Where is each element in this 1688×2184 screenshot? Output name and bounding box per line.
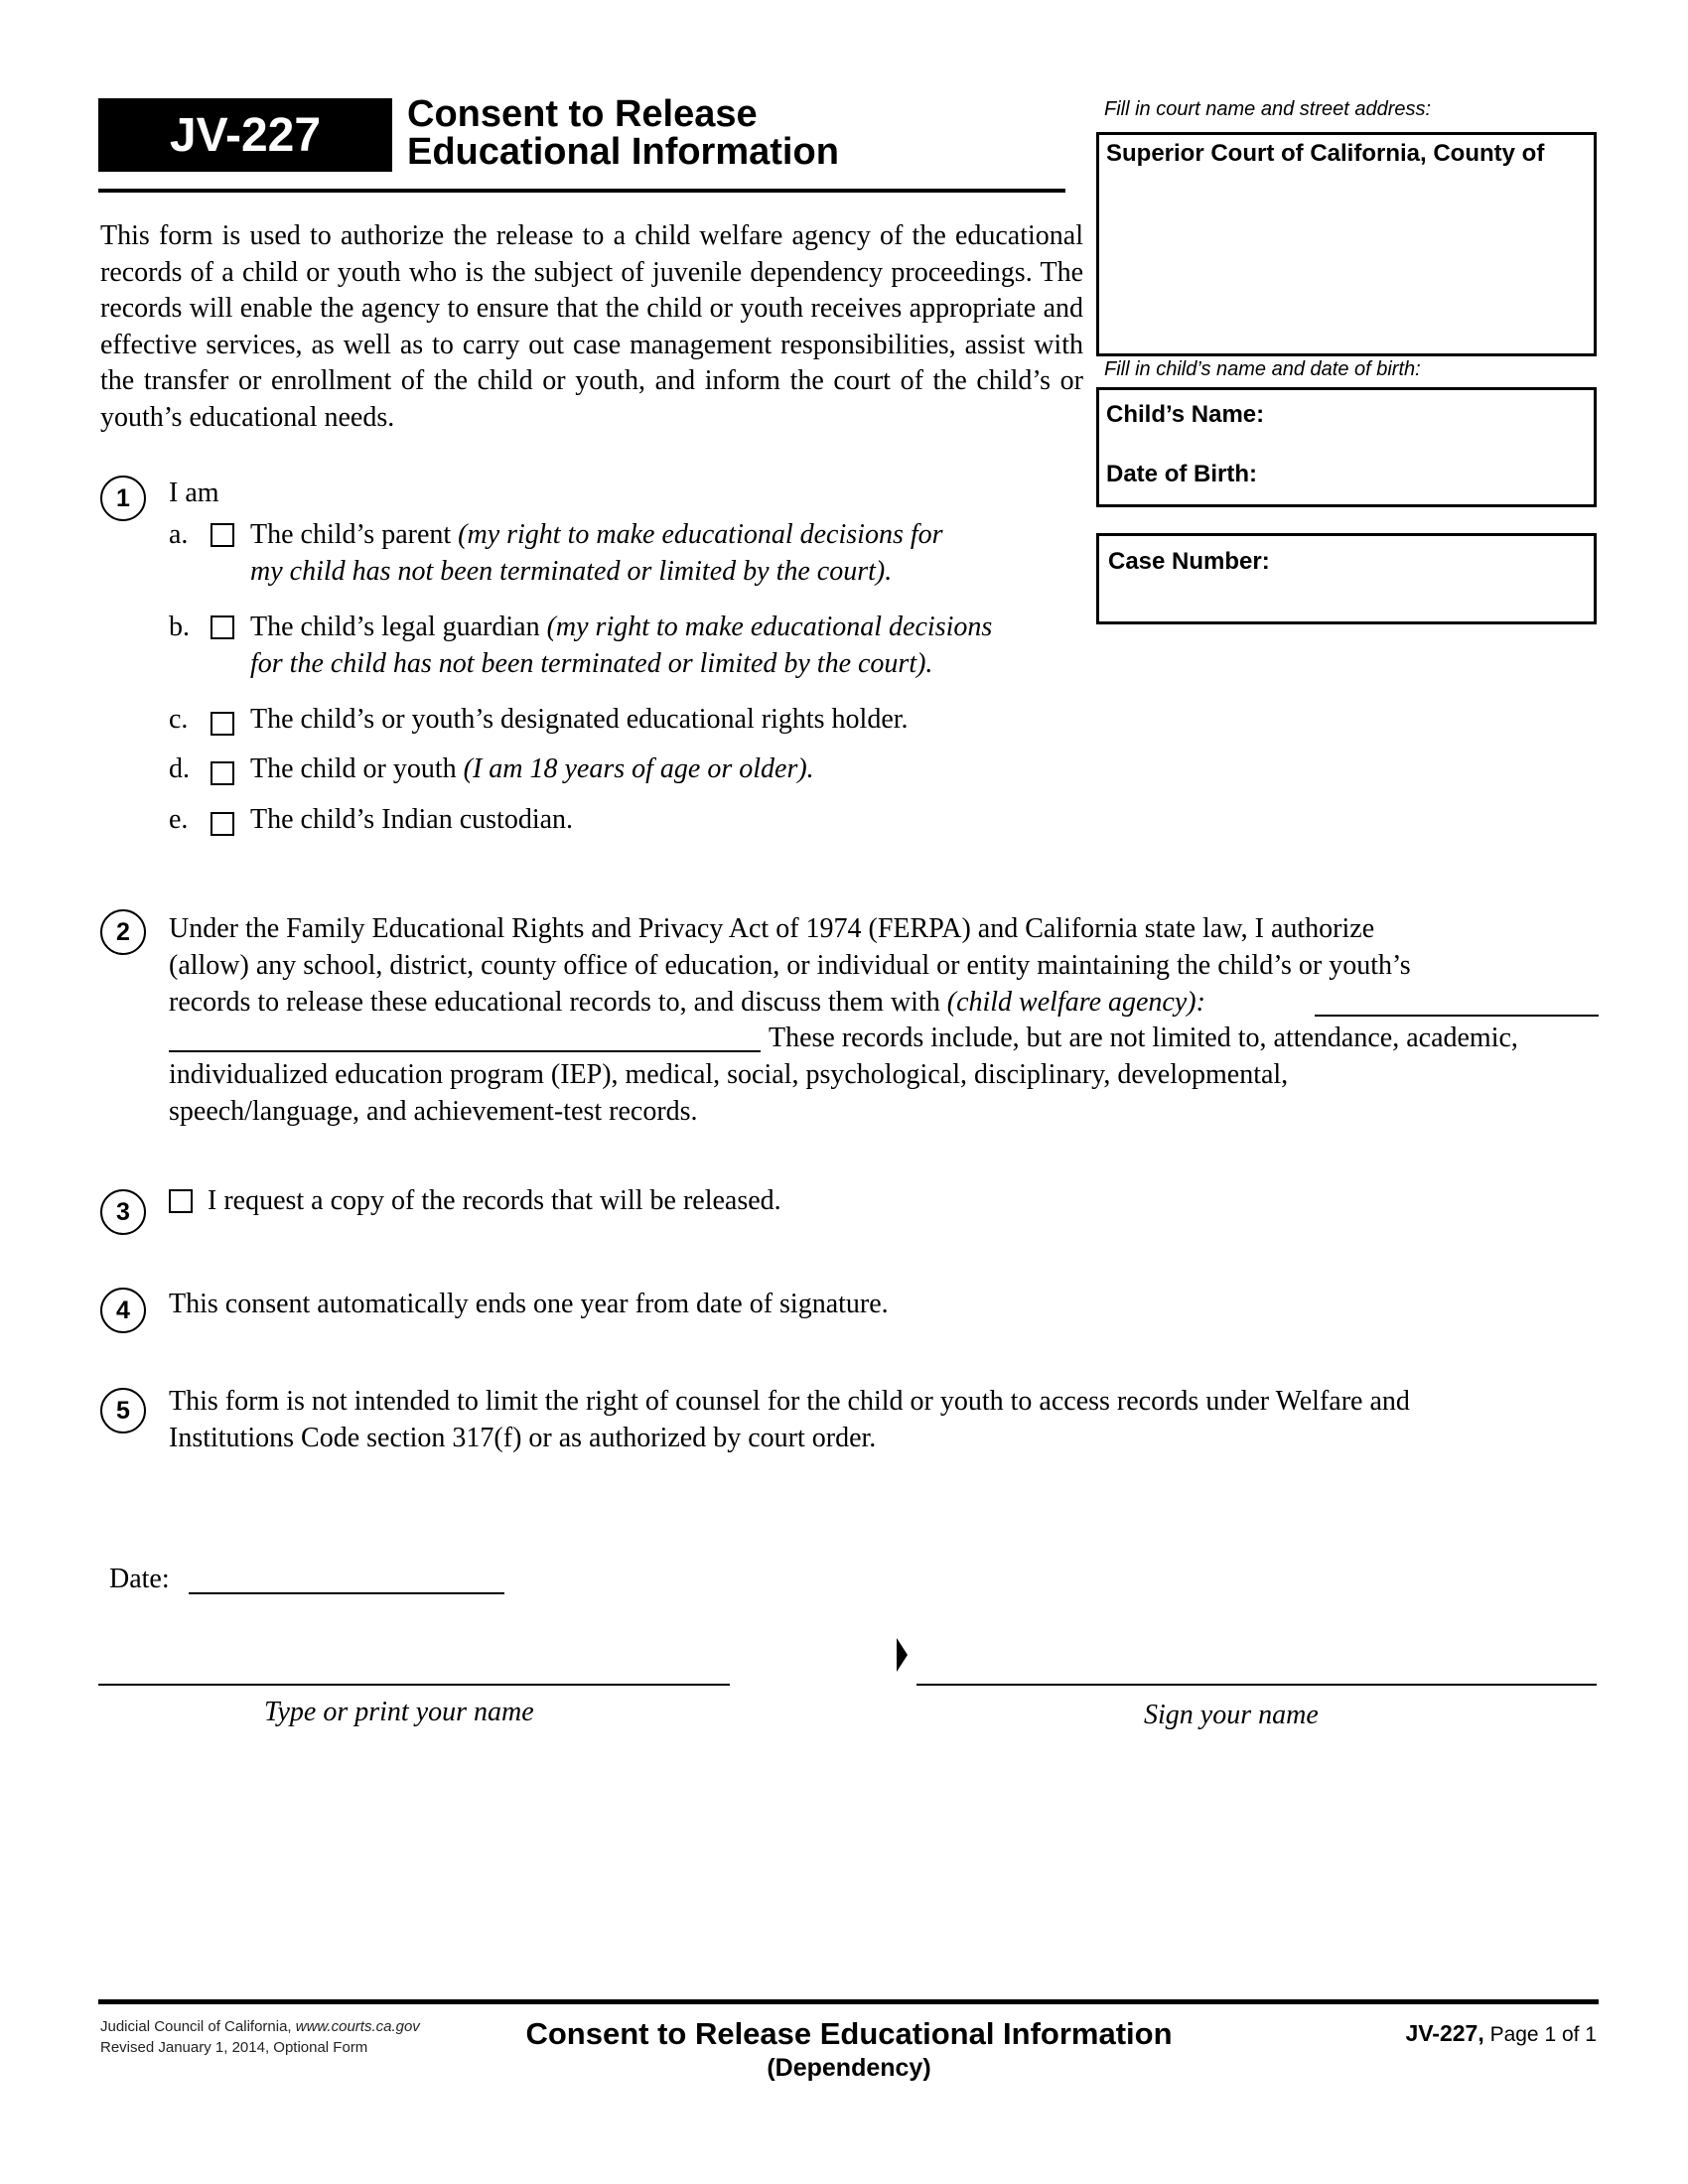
item-1-badge <box>100 476 146 521</box>
date-input-line[interactable] <box>189 1592 504 1594</box>
item-4-text: This consent automatically ends one year from date of signature. <box>169 1289 889 1319</box>
option-letter: b. <box>169 612 190 642</box>
item-3-badge <box>100 1189 146 1235</box>
item-2-badge <box>100 909 146 955</box>
option-letter: a. <box>169 519 189 550</box>
item-1-number: 1 <box>116 483 130 512</box>
header-rule <box>98 189 1065 193</box>
agency-label: (child welfare agency): <box>946 987 1205 1018</box>
footer-title: Consent to Release Educational Information <box>525 2016 1173 2051</box>
agency-input-line-2[interactable] <box>169 1050 761 1052</box>
form-number-banner <box>98 98 392 172</box>
parent-checkbox[interactable] <box>211 523 234 547</box>
option-note-cont: my child has not been terminated or limited by the court). <box>250 556 893 587</box>
option-guardian <box>169 609 1082 688</box>
footer-page-number: Page 1 of 1 <box>1483 2023 1597 2046</box>
item-2-line2: (allow) any school, district, county office of education, or individual or entity maintaining the child’s or youth’s <box>169 950 1411 981</box>
form-number: JV-227 <box>169 108 322 162</box>
item-5-line2: Institutions Code section 317(f) or as authorized by court order. <box>169 1423 877 1453</box>
option-text: The child’s legal guardian <box>250 612 547 642</box>
item-4-number: 4 <box>116 1296 130 1324</box>
court-name-label: Superior Court of California, County of <box>1106 140 1545 167</box>
item-3-text: I request a copy of the records that will be released. <box>208 1185 781 1216</box>
print-name-label: Type or print your name <box>264 1697 534 1727</box>
option-parent <box>169 516 1082 596</box>
option-note: (I am 18 years of age or older). <box>463 753 814 784</box>
case-number-label: Case Number: <box>1108 548 1270 575</box>
request-copy-checkbox[interactable] <box>169 1189 193 1213</box>
option-rights-holder <box>169 701 1082 741</box>
child-info-field[interactable] <box>1096 387 1597 507</box>
option-letter: d. <box>169 753 190 784</box>
indian-custodian-checkbox[interactable] <box>211 812 234 836</box>
form-title-line1: Consent to Release <box>407 93 758 135</box>
footer-subtitle: (Dependency) <box>767 2054 931 2082</box>
item-5-line1: This form is not intended to limit the right of counsel for the child or youth to access records under Welfare and <box>169 1386 1410 1417</box>
signature-line[interactable] <box>916 1684 1597 1686</box>
option-note: (my right to make educational decisions <box>546 612 993 642</box>
footer-rule <box>98 1999 1599 2004</box>
item-2-line5: individualized education program (IEP), medical, social, psychological, disciplinary, developmental, <box>169 1059 1289 1090</box>
child-name-label: Child’s Name: <box>1106 401 1265 428</box>
youth-checkbox[interactable] <box>211 761 234 785</box>
court-name-field[interactable] <box>1096 132 1597 356</box>
item-2-line1: Under the Family Educational Rights and Privacy Act of 1974 (FERPA) and California state law, I authorize <box>169 913 1375 944</box>
option-letter: e. <box>169 804 189 835</box>
request-copy-checkbox-wrap <box>169 1189 193 1215</box>
case-number-field[interactable] <box>1096 533 1597 624</box>
option-text: The child or youth <box>250 753 464 784</box>
footer-revised: Revised January 1, 2014, Optional Form <box>100 2039 368 2056</box>
footer-website[interactable]: www.courts.ca.gov <box>295 2018 420 2035</box>
item-1-intro: I am <box>169 478 219 508</box>
guardian-checkbox[interactable] <box>211 615 234 639</box>
footer-council-line <box>100 2016 420 2037</box>
item-2-line3-text: records to release these educational records to, and discuss them with <box>169 987 947 1018</box>
signature-arrow-icon <box>897 1638 908 1672</box>
form-title-line2: Educational Information <box>407 131 839 173</box>
rights-holder-checkbox[interactable] <box>211 712 234 736</box>
sign-name-label: Sign your name <box>1144 1700 1319 1730</box>
intro-paragraph: This form is used to authorize the release to a child welfare agency of the educational records of a child or youth who is the subject of juvenile dependency proceedings. The records will enable the agency to ensure that the child or youth receives appropriate and effective services, as well as to carry out case management responsibilities, assist with the transfer or enrollment of the child or youth, and inform the court of the child’s or youth’s educational needs. <box>100 220 1083 433</box>
option-note-cont: for the child has not been terminated or limited by the court). <box>250 648 933 679</box>
item-2-number: 2 <box>116 917 130 946</box>
option-text: The child’s Indian custodian. <box>250 804 574 835</box>
footer-council: Judicial Council of California, <box>100 2018 296 2035</box>
footer-form-number: JV-227, <box>1405 2020 1484 2046</box>
option-note: (my right to make educational decisions for <box>458 519 943 550</box>
option-youth <box>169 751 1082 790</box>
item-2-line6: speech/language, and achievement-test records. <box>169 1096 698 1127</box>
item-2-line3 <box>169 985 1205 1021</box>
child-dob-label: Date of Birth: <box>1106 461 1257 487</box>
footer-page-info <box>1405 2020 1597 2047</box>
option-text: The child’s or youth’s designated educational rights holder. <box>250 704 909 735</box>
item-3-number: 3 <box>116 1197 130 1226</box>
item-5-number: 5 <box>116 1396 130 1425</box>
child-box-caption: Fill in child’s name and date of birth: <box>1104 358 1421 380</box>
court-box-caption: Fill in court name and street address: <box>1104 98 1432 120</box>
item-4-badge <box>100 1288 146 1333</box>
option-indian-custodian <box>169 801 1082 841</box>
date-label: Date: <box>109 1564 170 1594</box>
footer-left <box>100 2016 420 2058</box>
option-letter: c. <box>169 704 189 735</box>
item-5-badge <box>100 1388 146 1433</box>
footer-title-block <box>477 2016 1221 2084</box>
option-text: The child’s parent <box>250 519 459 550</box>
form-title <box>407 95 839 171</box>
item-2-line4: These records include, but are not limited to, attendance, academic, <box>769 1023 1518 1053</box>
agency-input-line-1[interactable] <box>1315 1015 1599 1017</box>
print-name-line[interactable] <box>98 1684 730 1686</box>
